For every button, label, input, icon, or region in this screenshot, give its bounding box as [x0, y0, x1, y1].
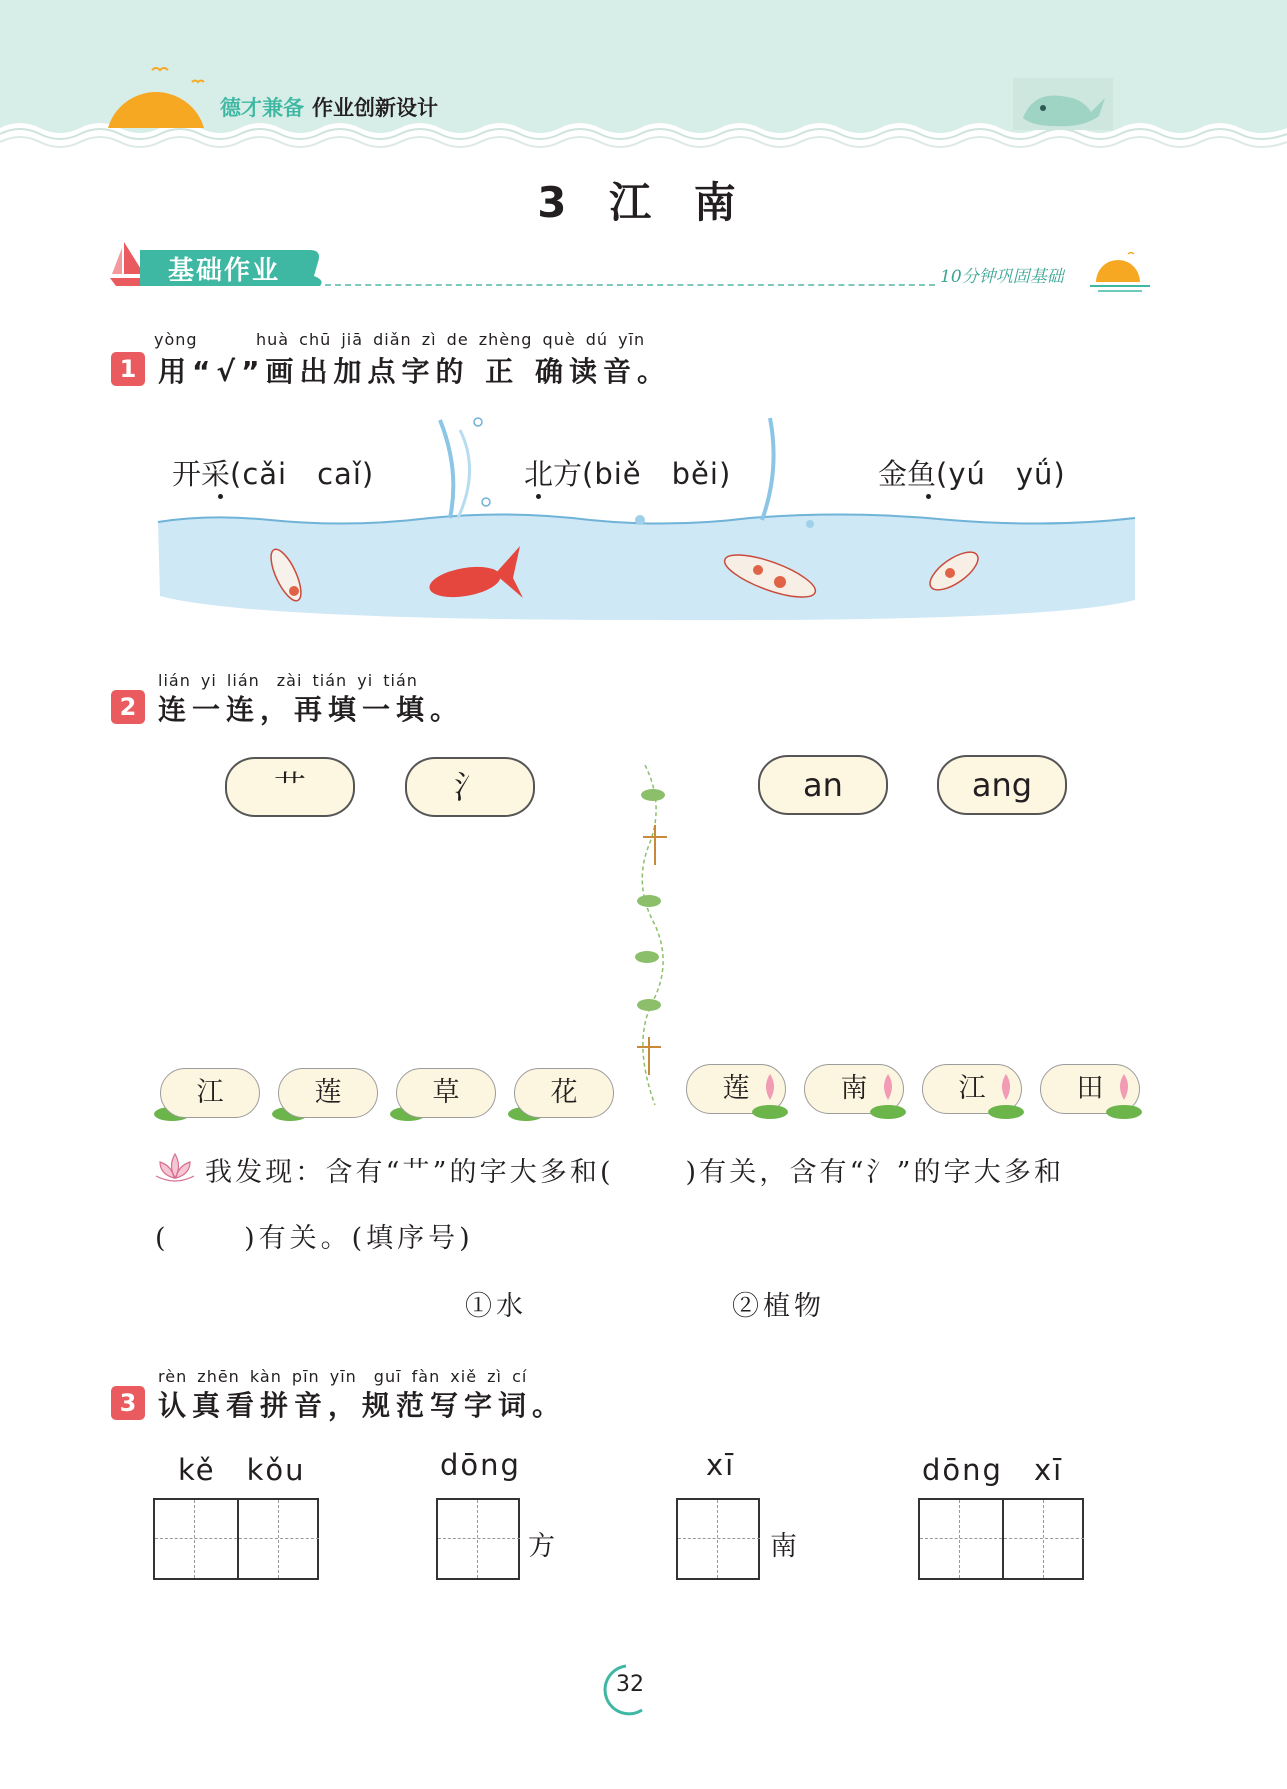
page-title: 3 江 南: [537, 178, 750, 227]
section-divider: [325, 284, 935, 286]
brand-part2: 作业创新设计: [312, 96, 438, 120]
left-word-hua[interactable]: 花: [514, 1068, 614, 1118]
q2-pinyin: lián yi lián zài tián yi tián: [158, 671, 418, 690]
page-number: 32: [616, 1672, 644, 1697]
right-word-nan[interactable]: 南: [804, 1064, 904, 1114]
q3-group-4-pinyin: dōng xī: [922, 1453, 1064, 1487]
writing-box-kekou[interactable]: [153, 1498, 319, 1580]
writing-box-xi[interactable]: [676, 1498, 760, 1580]
koi-fish-icon: [710, 540, 830, 610]
sunset-icon: [1090, 248, 1150, 294]
q3-number-badge: 3: [111, 1386, 145, 1420]
q2-instruction: 连一连，再填一填。: [158, 693, 465, 726]
writing-cell[interactable]: [237, 1500, 319, 1578]
q1-item-2: [524, 452, 731, 493]
writing-cell[interactable]: [678, 1500, 760, 1578]
q1-item-3-options: (yú yǘ): [936, 457, 1066, 491]
q1-item-1: [172, 452, 374, 493]
q1-instruction: 用“√”画出加点字的 正 确读音。: [158, 355, 671, 388]
q1-pinyin: huà chū jiā diǎn zì de zhèng què dú yīn: [256, 330, 646, 349]
writing-cell[interactable]: [155, 1500, 237, 1578]
left-word-lian[interactable]: 莲: [278, 1068, 378, 1118]
right-word-lian[interactable]: 莲: [686, 1064, 786, 1114]
lotus-icon: [868, 1066, 908, 1120]
q1-item-2-options: (biě běi): [582, 457, 732, 491]
section-note: 10分钟巩固基础: [940, 267, 1064, 287]
sun-icon: [104, 60, 214, 132]
writing-box-dong[interactable]: [436, 1498, 520, 1580]
emphasis-dot: [926, 494, 931, 499]
option-plant: ②植物: [732, 1291, 825, 1322]
section-label: 基础作业: [168, 256, 281, 286]
koi-fish-icon: [920, 537, 990, 599]
q1-item-3: [878, 452, 1066, 493]
lotus-icon: [750, 1066, 790, 1120]
q3-group-3-after-char: 南: [770, 1531, 797, 1562]
whale-icon: [1013, 78, 1113, 130]
q3-group-2-after-char: 方: [528, 1531, 555, 1562]
q3-group-1-pinyin: kě kǒu: [178, 1453, 306, 1487]
q1-item-3-word: 金鱼: [878, 457, 937, 491]
lotus-icon: [1104, 1066, 1144, 1120]
q1-pinyin-yong: yòng: [154, 330, 198, 349]
lotus-flower-icon: [152, 1152, 198, 1184]
red-fish-icon: [425, 538, 525, 608]
q1-item-1-word: 开采: [172, 457, 231, 491]
left-word-cao[interactable]: 草: [396, 1068, 496, 1118]
discover-line-1: 我发现：含有“艹”的字大多和( )有关，含有“氵”的字大多和: [205, 1157, 1065, 1188]
q2-number-badge: 2: [111, 690, 145, 724]
q1-item-2-word: 北方: [524, 457, 583, 491]
radical-cloud-shui[interactable]: 氵: [405, 757, 535, 817]
q1-number-badge: 1: [111, 352, 145, 386]
q3-group-3-pinyin: xī: [706, 1448, 736, 1482]
final-cloud-an[interactable]: an: [758, 755, 888, 815]
q3-pinyin: rèn zhēn kàn pīn yīn guī fàn xiě zì cí: [158, 1367, 528, 1386]
emphasis-dot: [536, 494, 541, 499]
right-word-tian[interactable]: 田: [1040, 1064, 1140, 1114]
writing-cell[interactable]: [1002, 1500, 1084, 1578]
left-word-jiang[interactable]: 江: [160, 1068, 260, 1118]
q3-instruction: 认真看拼音，规范写字词。: [158, 1389, 567, 1422]
discover-line-2: ( )有关。(填序号): [155, 1223, 474, 1254]
q3-group-2-pinyin: dōng: [440, 1448, 521, 1482]
right-word-jiang[interactable]: 江: [922, 1064, 1022, 1114]
q1-item-1-options: (cǎi caǐ): [230, 457, 375, 491]
koi-fish-icon: [258, 535, 318, 607]
final-cloud-ang[interactable]: ang: [937, 755, 1067, 815]
writing-cell[interactable]: [438, 1500, 520, 1578]
writing-cell[interactable]: [920, 1500, 1002, 1578]
vine-divider: [625, 765, 680, 1105]
brand-title: [220, 92, 438, 122]
radical-cloud-cao[interactable]: 艹: [225, 757, 355, 817]
emphasis-dot: [218, 494, 223, 499]
writing-box-dongxi[interactable]: [918, 1498, 1084, 1580]
option-water: ①水: [465, 1291, 527, 1322]
brand-part1: 德才兼备: [220, 96, 304, 120]
lotus-icon: [986, 1066, 1026, 1120]
